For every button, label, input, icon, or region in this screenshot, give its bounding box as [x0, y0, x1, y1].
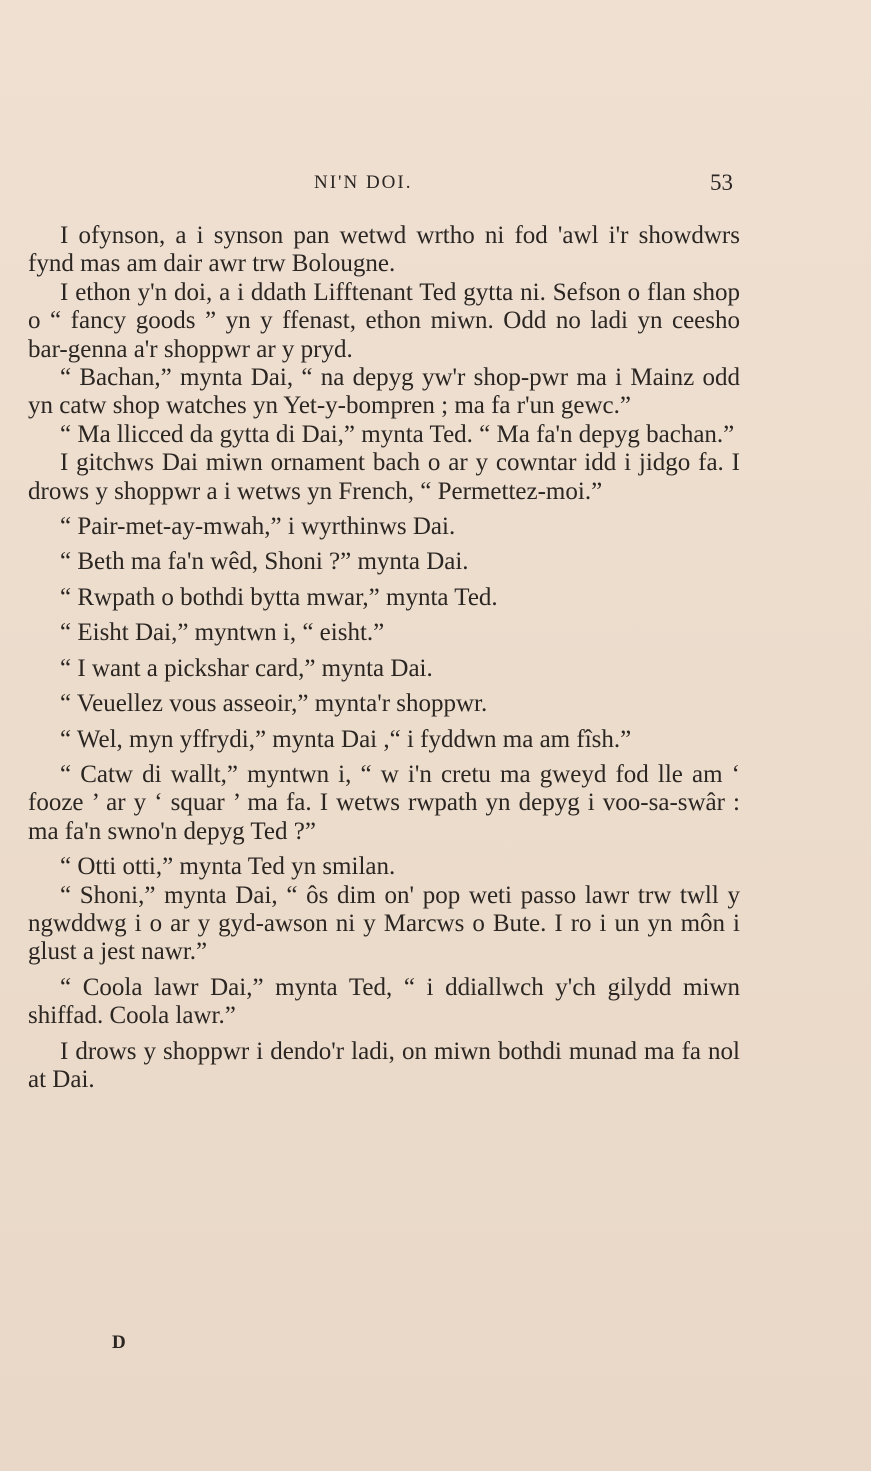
- paragraph: I ethon y'n doi, a i ddath Lifftenant Ted gytta ni. Sefson o flan shop o “ fancy goods ” yn y ffenast, ethon miwn. Odd no ladi yn ceesho bar-genna a'r shoppwr ar y pryd.: [28, 278, 740, 363]
- paragraph: I gitchws Dai miwn ornament bach o ar y cowntar idd i jidgo fa. I drows y shoppwr a i wetws yn French, “ Permettez-moi.”: [28, 449, 740, 505]
- paragraph: I drows y shoppwr i dendo'r ladi, on miwn bothdi munad ma fa nol at Dai.: [28, 1037, 740, 1093]
- paragraph: “ Rwpath o bothdi bytta mwar,” mynta Ted.: [60, 583, 498, 611]
- paragraph: “ Wel, myn yffrydi,” mynta Dai ,“ i fyddwn ma am fîsh.”: [60, 725, 632, 753]
- paragraph: “ Beth ma fa'n wêd, Shoni ?” mynta Dai.: [60, 548, 469, 576]
- paragraph: “ Coola lawr Dai,” mynta Ted, “ i ddiallwch y'ch gilydd miwn shiffad. Coola lawr.”: [28, 973, 740, 1030]
- page-body: [28, 222, 740, 1094]
- page-number: 53: [710, 170, 733, 195]
- paragraph: “ Veuellez vous asseoir,” mynta'r shoppwr.: [60, 690, 488, 718]
- page-header: [0, 172, 871, 198]
- paragraph: “ Ma llicced da gytta di Dai,” mynta Ted. “ Ma fa'n depyg bachan.”: [60, 420, 735, 448]
- paragraph: I ofynson, a i synson pan wetwd wrtho ni fod 'awl i'r showdwrs fynd mas am dair awr trw Bolougne.: [28, 222, 740, 278]
- paragraph: “ Catw di wallt,” myntwn i, “ w i'n cretu ma gweyd fod lle am ‘ fooze ’ ar y ‘ squar ’ ma fa. I wetws rwpath yn depyg i voo-sa-swâr : ma fa'n swno'n depyg Ted ?”: [28, 760, 740, 845]
- signature-mark: D: [112, 1332, 126, 1353]
- paragraph: “ Pair-met-ay-mwah,” i wyrthinws Dai.: [60, 513, 456, 541]
- paragraph: “ I want a pickshar card,” mynta Dai.: [60, 654, 433, 682]
- running-title: NI'N DOI.: [314, 172, 413, 193]
- paragraph: “ Shoni,” mynta Dai, “ ôs dim on' pop weti passo lawr trw twll y ngwddwg i o ar y gyd-awson ni y Marcws o Bute. I ro i un yn môn i glust a jest nawr.”: [28, 881, 740, 966]
- paragraph: “ Otti otti,” mynta Ted yn smilan.: [60, 853, 396, 881]
- paragraph: “ Eisht Dai,” myntwn i, “ eisht.”: [60, 619, 385, 647]
- paragraph: “ Bachan,” mynta Dai, “ na depyg yw'r shop-pwr ma i Mainz odd yn catw shop watches yn Yet-y-bompren ; ma fa r'un gewc.”: [28, 364, 740, 420]
